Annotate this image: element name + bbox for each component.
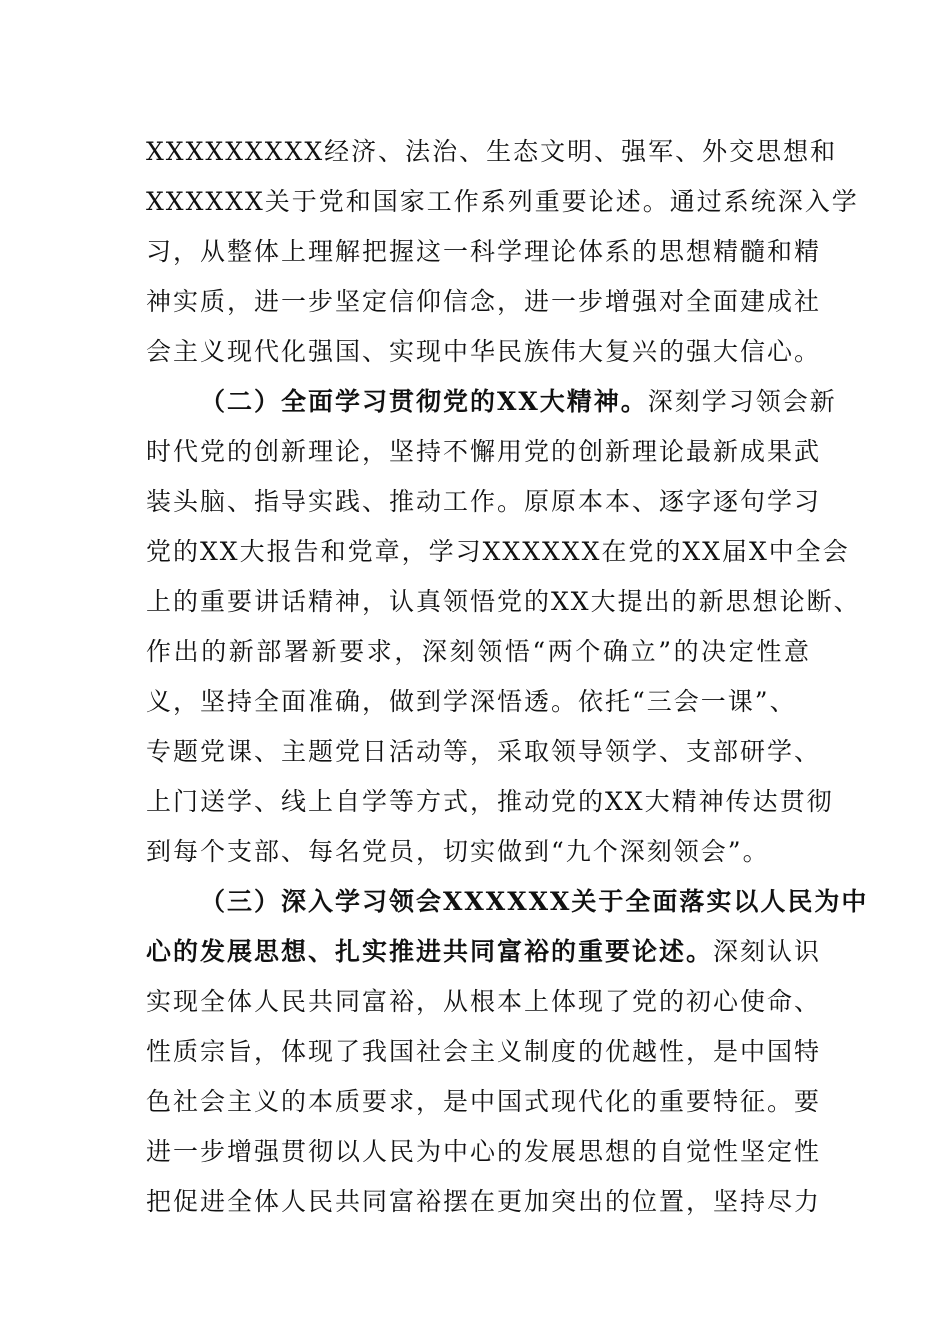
body-text: 色社会主义的本质要求，是中国式现代化的重要特征。要: [146, 1087, 822, 1116]
text-line: [200, 882, 869, 922]
body-text: XXXXXXXXX经济、法治、生态文明、强军、外交思想和: [146, 137, 838, 166]
body-text: 实现全体人民共同富裕，从根本上体现了党的初心使命、: [146, 987, 822, 1016]
body-text: 作出的新部署新要求，深刻领悟“两个确立”的决定性意: [146, 637, 811, 666]
text-line: [146, 1182, 822, 1222]
body-text: 会主义现代化强国、实现中华民族伟大复兴的强大信心。: [146, 337, 822, 366]
text-line: [146, 482, 822, 522]
body-text: 到每个支部、每名党员，切实做到“九个深刻领会”。: [146, 837, 770, 866]
body-text: 深刻认识: [713, 937, 822, 966]
text-line: [200, 382, 837, 422]
body-text: 装头脑、指导实践、推动工作。原原本本、逐字逐句学习: [146, 487, 822, 516]
text-line: [146, 432, 822, 472]
body-text: XXXXXX关于党和国家工作系列重要论述。通过系统深入学: [146, 187, 859, 216]
text-line: [146, 282, 822, 322]
text-line: [146, 982, 822, 1022]
text-line: [146, 332, 822, 372]
text-line: [146, 1132, 822, 1172]
text-line: [146, 132, 838, 172]
text-line: [146, 582, 861, 622]
body-text: 义，坚持全面准确，做到学深悟透。依托“三会一课”、: [146, 687, 797, 716]
text-line: [146, 182, 859, 222]
text-line: [146, 1082, 822, 1122]
text-line: [146, 832, 811, 872]
text-line: [146, 632, 811, 672]
heading-text: （二）全面学习贯彻党的XX大精神。: [200, 387, 648, 416]
body-text: 进一步增强贯彻以人民为中心的发展思想的自觉性坚定性: [146, 1137, 822, 1166]
body-text: 上的重要讲话精神，认真领悟党的XX大提出的新思想论断、: [146, 587, 861, 616]
body-text: 时代党的创新理论，坚持不懈用党的创新理论最新成果武: [146, 437, 822, 466]
body-text: 性质宗旨，体现了我国社会主义制度的优越性，是中国特: [146, 1037, 822, 1066]
text-line: [146, 232, 822, 272]
body-text: 神实质，进一步坚定信仰信念，进一步增强对全面建成社: [146, 287, 822, 316]
body-text: 深刻学习领会新: [647, 387, 837, 416]
body-text: 把促进全体人民共同富裕摆在更加突出的位置，坚持尽力: [146, 1187, 822, 1216]
body-text: 习，从整体上理解把握这一科学理论体系的思想精髓和精: [146, 237, 822, 266]
heading-text: 心的发展思想、扎实推进共同富裕的重要论述。: [146, 937, 714, 966]
text-line: [146, 732, 822, 772]
heading-text: （三）深入学习领会XXXXXX关于全面落实以人民为中: [200, 887, 869, 916]
text-line: [146, 782, 834, 822]
body-text: 党的XX大报告和党章，学习XXXXXX在党的XX届X中全会: [146, 537, 850, 566]
body-text: 专题党课、主题党日活动等，采取领导领学、支部研学、: [146, 737, 822, 766]
body-text: 上门送学、线上自学等方式，推动党的XX大精神传达贯彻: [146, 787, 834, 816]
text-line: [146, 682, 811, 722]
text-line: [146, 1032, 822, 1072]
text-line: [146, 532, 850, 572]
text-line: [146, 932, 822, 972]
